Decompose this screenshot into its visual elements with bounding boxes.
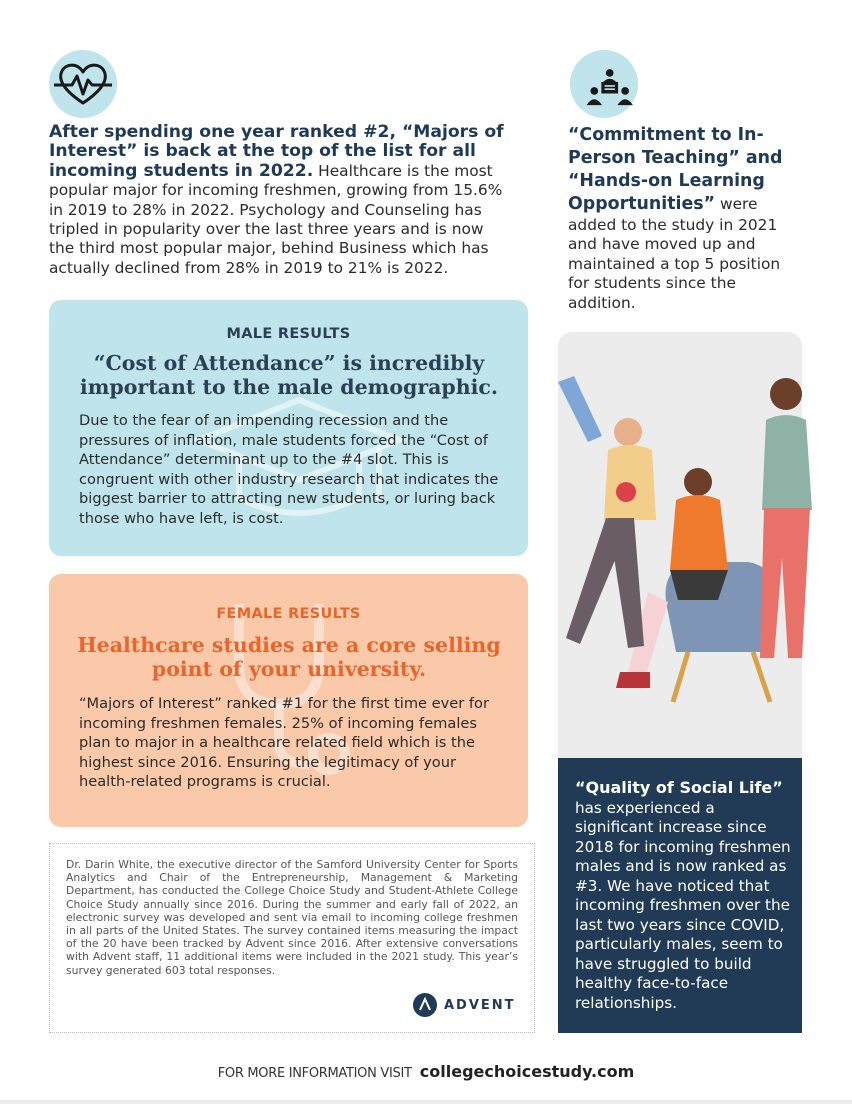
advent-logo-icon <box>412 992 438 1018</box>
footer-label: FOR MORE INFORMATION VISIT <box>217 1066 412 1081</box>
advent-logo <box>412 992 516 1018</box>
classroom-icon <box>570 50 638 118</box>
bottom-divider <box>0 1100 852 1104</box>
social-life-heading: “Quality of Social Life” <box>575 778 783 797</box>
social-life-panel <box>558 758 802 1033</box>
footer-url[interactable]: collegechoicestudy.com <box>419 1062 635 1081</box>
right-intro-body: were added to the study in 2021 and have moved up and maintained a top 5 position for students since the addition. <box>568 195 781 312</box>
male-results-card <box>49 300 528 556</box>
heartbeat-icon <box>49 50 117 118</box>
advent-logo-text: ADVENT <box>444 997 516 1013</box>
social-life-text <box>575 778 793 1013</box>
female-body: “Majors of Interest” ranked #1 for the first time ever for incoming freshmen females. 25% of incoming females plan to major in a healthcare related field which is the highest since 2016. Ensuring the legitimacy of your health-related programs is crucial. <box>79 695 489 791</box>
female-results-card <box>49 574 528 827</box>
female-headline: Healthcare studies are a core selling point of your university. <box>77 633 501 681</box>
students-illustration <box>558 332 802 758</box>
right-intro <box>568 124 804 313</box>
left-intro-body: Healthcare is the most popular major for incoming freshmen, growing from 15.6% in 2019 to 28% in 2022. Psychology and Counseling has tripled in popularity over the last three years and is now the third most popular major, behind Business which has actually declined from 28% in 2019 to 21% is 2022. <box>49 161 503 277</box>
left-intro-heading: After spending one year ranked #2, “Majors of Interest” is back at the top of the list for all incoming students in 2022. <box>49 122 504 181</box>
methodology-text: Dr. Darin White, the executive director of the Samford University Center for Sports Analytics and Chair of the Entrepreneurship, Management & Marketing Department, has conducted the College Choice Study and Student-Athlete College Choice Study annually since 2016. During the summer and early fall of 2022, an electronic survey was developed and sent via email to incoming college freshmen in all parts of the United States. The survey contained items measuring the impact of the 20 have been tracked by Advent since 2016. After extensive conversations with Advent staff, 11 additional items were included in the 2021 study. This year’s survey generated 603 total responses. <box>66 858 518 977</box>
left-intro <box>49 123 509 278</box>
social-life-body: has experienced a significant increase since 2018 for incoming freshmen males and is now ranked as #3. We have noticed that incoming freshmen over the last two years since COVID, particularly males, seem to have struggled to build healthy face-to-face relationships. <box>575 798 791 1012</box>
male-body: Due to the fear of an impending recession and the pressures of inflation, male students forced the “Cost of Attendance” determinant up to the #4 slot. This is congruent with other industry research that indicates the biggest barrier to attracting new students, or luring back those who have left, is cost. <box>79 412 499 527</box>
right-intro-heading: “Commitment to In-Person Teaching” and “Hands-on Learning Opportunities” <box>568 125 783 214</box>
female-kicker: FEMALE RESULTS <box>216 606 361 622</box>
footer <box>0 1062 852 1081</box>
methodology-note <box>49 843 535 1033</box>
male-headline: “Cost of Attendance” is incredibly important to the male demographic. <box>79 351 499 399</box>
male-kicker: MALE RESULTS <box>226 326 351 342</box>
